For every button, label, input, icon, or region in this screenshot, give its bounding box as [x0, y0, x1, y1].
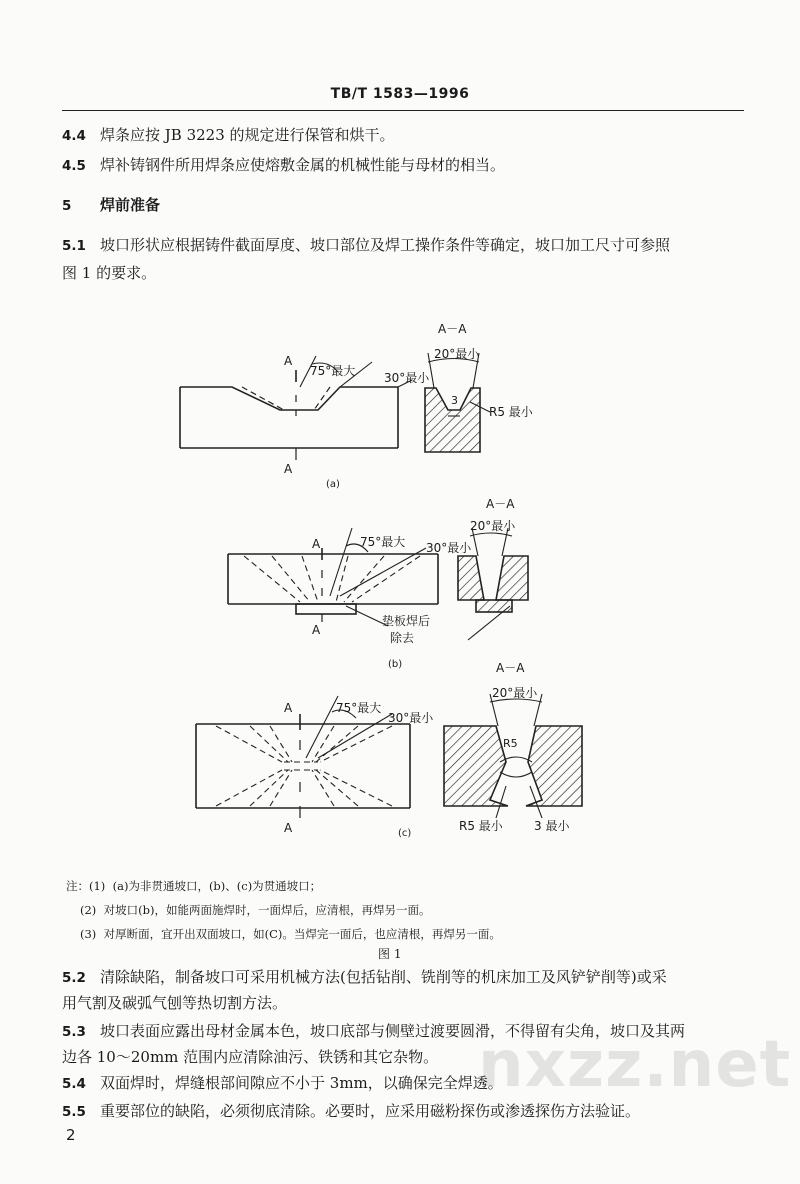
backing-plate-note-1: 垫板焊后 [382, 614, 431, 628]
paragraph-5-2 [62, 966, 667, 989]
section-aa-label: A－A [496, 661, 525, 675]
paragraph-5-5 [62, 1100, 640, 1123]
note-text: 对厚断面，宜开出双面坡口，如(C)。当焊完一面后，也应清根，再焊另一面。 [103, 927, 501, 941]
clause-text: 坡口形状应根据铸件截面厚度、坡口部位及焊工操作条件等确定，坡口加工尺寸可参照 [100, 236, 671, 254]
angle-20-label: 20°最小 [492, 686, 538, 700]
clause-text: 坡口表面应露出母材金属本色，坡口底部与侧壁过渡要圆滑，不得留有尖角，坡口及其两 [100, 1022, 686, 1040]
subfigure-b-caption: (b) [388, 659, 403, 670]
standard-number-header: TB/T 1583—1996 [330, 86, 470, 102]
note-2 [80, 902, 430, 918]
clause-text: 焊补铸钢件所用焊条应使熔敷金属的机械性能与母材的相当。 [100, 156, 506, 174]
subfigure-a-caption: (a) [326, 479, 340, 490]
r5-min-label: R5 最小 [489, 405, 533, 419]
figure-caption: 图 1 [378, 947, 402, 961]
note-1 [66, 878, 321, 894]
figure-b-bevel-hidden-lines [244, 556, 420, 602]
backing-plate-note-2: 除去 [390, 631, 415, 645]
angle-75-label: 75°最大 [310, 364, 356, 378]
angle-20-label: 20°最小 [470, 519, 516, 533]
section-aa-label: A－A [486, 497, 515, 511]
section-mark-bottom: A [312, 623, 321, 637]
r5-min-label: R5 最小 [459, 819, 503, 833]
section-mark-top: A [284, 701, 293, 715]
section-aa-label: A－A [438, 322, 467, 336]
paragraph-5-4 [62, 1072, 503, 1095]
clause-text: 重要部位的缺陷，必须彻底清除。必要时，应采用磁粉探伤或渗透探伤方法验证。 [100, 1102, 641, 1120]
figure-a-plate [180, 387, 398, 448]
page-number: 2 [66, 1126, 76, 1144]
r5-label: R5 [503, 737, 518, 750]
root-3-min-label: 3 最小 [534, 819, 570, 833]
subfigure-c-caption: (c) [398, 828, 412, 839]
angle-30-label: 30°最小 [388, 711, 434, 725]
note-3 [80, 926, 501, 942]
figure-b-plate [228, 554, 438, 614]
clause-text: 双面焊时，焊缝根部间隙应不小于 3mm，以确保完全焊透。 [100, 1074, 503, 1092]
note-text: 对坡口(b)，如能两面施焊时，一面焊后，应清根，再焊另一面。 [103, 903, 431, 917]
note-number: (3) [80, 927, 97, 941]
section-mark-bottom: A [284, 821, 293, 835]
section-mark-top: A [284, 354, 293, 368]
clause-text: 图 1 的要求。 [62, 264, 157, 282]
note-number: (2) [80, 903, 97, 917]
section-mark-bottom: A [284, 462, 293, 476]
clause-number: 5.1 [62, 238, 86, 254]
figure-b-section-hatch [458, 556, 528, 612]
note-number: (1) [89, 879, 106, 893]
angle-75-label: 75°最大 [360, 535, 406, 549]
clause-number: 5.4 [62, 1076, 86, 1092]
section-title: 焊前准备 [100, 196, 161, 214]
clause-text: 焊条应按 JB 3223 的规定进行保管和烘干。 [100, 126, 395, 144]
clause-number: 4.5 [62, 158, 86, 174]
watermark: nxzz.net [478, 1028, 792, 1102]
section-mark-top: A [312, 537, 321, 551]
angle-20-label: 20°最小 [434, 347, 480, 361]
clause-number: 5.2 [62, 970, 86, 986]
angle-75-label: 75°最大 [336, 701, 382, 715]
clause-number: 5.5 [62, 1104, 86, 1120]
clause-text: 用气割及碳弧气刨等热切割方法。 [62, 994, 288, 1012]
paragraph-5-3-continued [62, 1046, 438, 1068]
root-3-label: 3 [451, 394, 458, 407]
figure-c-plate [196, 724, 410, 808]
clause-number: 5.3 [62, 1024, 86, 1040]
angle-30-label: 30°最小 [384, 371, 430, 385]
clause-text: 边各 10～20mm 范围内应清除油污、铁锈和其它杂物。 [62, 1048, 439, 1066]
note-text: (a)为非贯通坡口，(b)、(c)为贯通坡口； [112, 879, 322, 893]
notes-lead: 注： [66, 879, 89, 893]
paragraph-5-2-continued [62, 992, 287, 1014]
clause-text: 清除缺陷，制备坡口可采用机械方法(包括钻削、铣削等的机床加工及风铲铲削等)或采 [100, 968, 667, 986]
figure-c-bevel-hidden-lines [216, 726, 392, 806]
clause-number: 4.4 [62, 128, 86, 144]
angle-30-label: 30°最小 [426, 541, 472, 555]
section-number: 5 [62, 198, 72, 214]
